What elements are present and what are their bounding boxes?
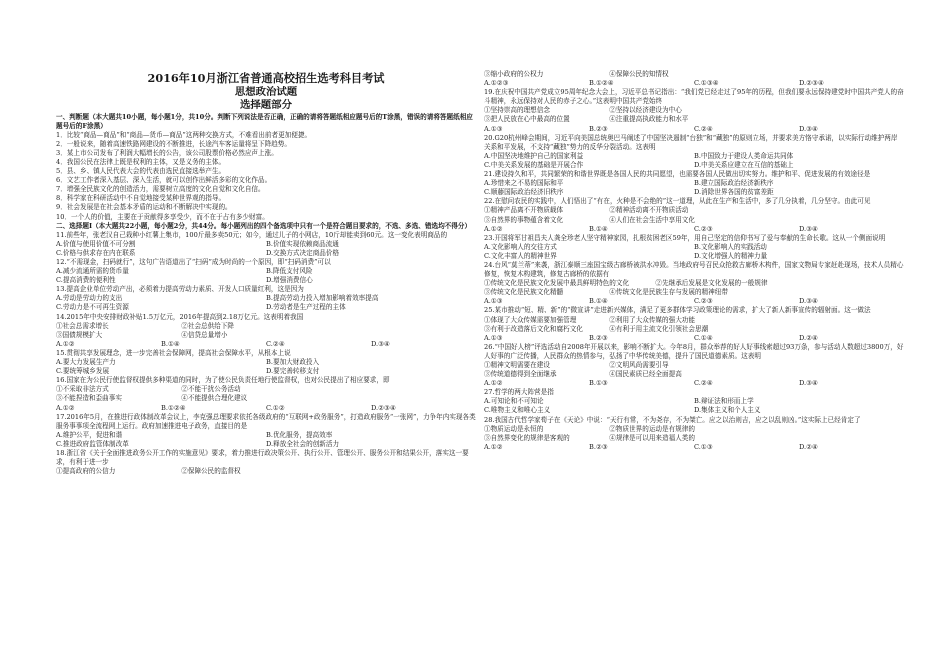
question-stem: 21.建设持久和平，共同繁荣的和谐世界既是各国人民的共同愿望，也需要各国人民做出切实努力。维护和平、促进发展的有效途径是 — [484, 170, 871, 179]
answer-option: A.①② — [484, 379, 503, 388]
right-column — [484, 0, 904, 452]
question-stem: ①社会总需求增长 ②社会总供给下降 — [56, 321, 235, 330]
question-stem: 23.开国将军甘祖昌夫人龚全珍老人坚守精神家园，扎根贫困老区59年，用自己坚定的信仰书写了爱与奉献的生命长歌。这从一个侧面说明 — [484, 233, 886, 242]
answer-option: A.劳动是劳动力的支出 — [56, 294, 123, 303]
option-row — [484, 152, 904, 161]
answer-option: B.①④ — [589, 224, 608, 233]
judgment-item: 6．文艺工作者深入基层、深入生活，就可以创作出鲜活多彩的文化作品。 — [56, 176, 272, 185]
question-item — [484, 88, 904, 133]
option-row — [56, 249, 476, 258]
question-item — [56, 231, 476, 258]
answer-option: C.文化丰富人的精神世界 — [484, 251, 557, 260]
answer-option: D.③④ — [799, 379, 818, 388]
question-item — [56, 413, 476, 449]
question-stem: ③缩小政府的公权力 ④保障公民的知情权 — [484, 70, 669, 78]
exam-title: 2016年10月浙江省普通高校招生选考科目考试 — [147, 71, 385, 85]
question-item — [56, 376, 476, 412]
answer-option: B.②③ — [589, 333, 608, 342]
question-stem: 19.在庆祝中国共产党成立95周年纪念大会上，习近平总书记指出：“我们党已经走过了95年的历程，但我们要永远保持建党时中国共产党人的奋斗精神，永远保持对人民的赤子之心。”这表明中国共产党始终 — [484, 88, 904, 106]
question-stem: 20.G20杭州峰会期间，习近平向美国总统奥巴马阐述了中国坚决遏制“台独”和“藏独”的原则立场，并要求美方恪守承诺，以实际行动维护两岸关系和平发展，不支持“藏独”势力的反华分裂活动。这表明 — [484, 133, 898, 151]
question-stem: 28.我国古代哲学家荀子在《天论》中说：“天行有常，不为尧存，不为桀亡。应之以治则吉，应之以乱则凶。”这实际上已经肯定了 — [484, 415, 861, 424]
option-row — [56, 367, 476, 376]
question-stem: ①物质运动是永恒的 ②物质世界的运动是有规律的 — [484, 424, 695, 433]
answer-option: D.②④ — [799, 333, 818, 342]
question-stem: ①精神文明需要在建设 ②文明风尚需要引导 — [484, 361, 669, 369]
answer-option: A.①③ — [484, 297, 503, 306]
answer-option: D.③④ — [371, 339, 390, 348]
question-item — [484, 388, 904, 415]
answer-option: D.③④ — [799, 224, 818, 233]
left-column — [56, 0, 476, 476]
option-row — [484, 225, 904, 234]
answer-option: D.文化增强人的精神力量 — [694, 251, 768, 260]
option-row — [56, 240, 476, 249]
answer-option: A.中国坚决地维护自己的国家利益 — [484, 151, 584, 160]
answer-option: B.①④ — [161, 339, 180, 348]
question-stem: ③有利于改造落后文化和腐朽文化 ④有利于用主流文化引领社会思潮 — [484, 324, 709, 333]
top-margin — [56, 0, 476, 72]
answer-option: C.中美关系发展的基础是开展合作 — [484, 160, 584, 169]
option-row — [484, 406, 904, 415]
top-margin — [484, 0, 904, 70]
question-item — [56, 313, 476, 349]
question-stem: 22.在慰问农民的实践中，人们悟出了“有在，火种是不会绝的”这一道理，从此在生产和生活中，多了几分执着，几分坚守。由此可见 — [484, 197, 871, 206]
option-row — [56, 358, 476, 367]
question-stem: 11.前些年，张老汉自己栽种小红薯上集市，100斤最多卖50元；如今，通过儿子的小网店，10斤却能卖到60元。这一变化表明商品的 — [56, 230, 448, 239]
answer-option: C.②④ — [694, 379, 713, 388]
option-row — [56, 404, 476, 413]
judgment-item: 7．增强全民族文化的创造活力，需要树立高度的文化自觉和文化自信。 — [56, 185, 265, 194]
option-row — [56, 440, 476, 449]
answer-option: D.增强消费信心 — [266, 276, 313, 285]
right-question-list — [484, 88, 904, 452]
answer-option: A.减少流通所需的货币量 — [56, 267, 129, 276]
answer-option: C.②④ — [266, 339, 285, 348]
answer-option: C.①② — [266, 403, 285, 412]
judgment-item: 9．社会发展是在社会基本矛盾的运动和不断解决中实现的。 — [56, 203, 232, 212]
judgment-item: 8．科学家在科研活动中不自觉地接受某种世界观的指导。 — [56, 194, 226, 203]
question-stem: 26.“中国好人榜”评选活动自2008年开展以来，影响不断扩大。今年8月，群众举荐的好人好事线索超过93万条，参与活动人数超过3800万，好人好事的广泛传播，人民群众的热情参与，弘扬了中华传统美德，提升了国民道德素质。这表明 — [484, 342, 904, 360]
option-row — [56, 431, 476, 440]
question-stem: ③传统道德得到全面继承 ④国民素质已经全面提高 — [484, 370, 682, 379]
answer-option: A.可知论和不可知论 — [484, 397, 544, 406]
question-item — [484, 134, 904, 170]
question-item — [484, 306, 904, 342]
answer-option: C.价格与供求存在内在联系 — [56, 248, 136, 257]
question-stem: ③把人民放在心中最高的位置 ④注重提高执政能力和水平 — [484, 115, 689, 124]
answer-option: D.②③④ — [799, 79, 824, 88]
answer-option: B.①②④ — [161, 403, 186, 412]
option-row — [56, 303, 476, 312]
answer-option: D.要完善转移支付 — [266, 367, 320, 376]
question-stem: 16.国家在为公民行使监督权提供多种渠道的同时，为了使公民负责任地行使监督权，也对公民提出了相应要求，即 — [56, 376, 390, 385]
answer-option: A.维护公平，促进和谐 — [56, 430, 123, 439]
answer-option: C.①③④ — [694, 79, 719, 88]
question-item — [56, 285, 476, 312]
question-item — [484, 234, 904, 261]
question-item — [484, 197, 904, 233]
option-row — [484, 79, 904, 88]
answer-option: C.唯物主义和唯心主义 — [484, 406, 551, 415]
answer-option: A.珍惜来之不易的国际和平 — [484, 179, 564, 188]
question-stem: 13.提高企业单位劳动产出，必须着力提高劳动力素质、开发人口质量红利，这是因为 — [56, 285, 304, 294]
answer-option: A.文化影响人的交往方式 — [484, 242, 557, 251]
judgment-item: 5．县、乡、镇人民代表大会的代表由选民直接选举产生。 — [56, 167, 226, 176]
answer-option: B.①②④ — [589, 79, 614, 88]
section-title: 选择题部分 — [240, 99, 292, 111]
answer-option: B.提高劳动力投入增加影响着效率提高 — [266, 294, 379, 303]
answer-option: B.①④ — [589, 297, 608, 306]
question-item — [484, 416, 904, 452]
answer-option: B.降低支付风险 — [266, 267, 313, 276]
answer-option: D.②④ — [799, 442, 818, 451]
answer-option: C.①③ — [694, 442, 713, 451]
question-stem: ③传统文化是民族文化精髓 ④传统文化是民族生存与发展的精神纽带 — [484, 288, 728, 297]
option-row — [484, 443, 904, 452]
part1-heading: 一、判断题（本大题共10小题，每小题1分，共10分。判断下列说法是否正确，正确的请将答题纸相应题号后的T涂黑，错误的请将答题纸相应题号后的F涂黑） — [56, 112, 473, 130]
option-row — [484, 161, 904, 170]
question-item — [56, 449, 476, 476]
answer-option: C.①④ — [694, 333, 713, 342]
question-stem: ①传统文化是民族文化发展中最具鲜明特色的文化 ②先继承后发展是文化发展的一般规律 — [484, 279, 768, 288]
question-stem: ③不能捏造和歪曲事实 ④不能提供合理化建议 — [56, 394, 248, 403]
question-stem: 27.哲学的两大阵营是指 — [484, 388, 554, 397]
question-item — [56, 258, 476, 285]
option-row — [484, 334, 904, 343]
answer-option: B.中国致力于建设人类命运共同体 — [694, 151, 794, 160]
question-stem: ①提高政府的公信力 ②保障公民的监督权 — [56, 467, 241, 476]
answer-option: C.提高消费的便利性 — [56, 276, 116, 285]
question-stem: ①体现了大众传媒需要加强管理 ②利用了大众传媒的强大功能 — [484, 315, 695, 324]
answer-option: C.②④ — [694, 124, 713, 133]
answer-option: D.②③④ — [371, 403, 396, 412]
answer-option: B.价值实现依赖商品流通 — [266, 239, 339, 248]
option-row — [56, 340, 476, 349]
judgment-list — [56, 131, 476, 222]
answer-option: D.释放全社会的创新活力 — [266, 439, 340, 448]
question-stem: 15.贯彻共享发展理念，进一步完善社会保障网，提高社会保障水平，从根本上说 — [56, 348, 291, 357]
option-row — [484, 179, 904, 188]
answer-option: A.价值与使用价值不可分割 — [56, 239, 136, 248]
answer-option: A.要大力发展生产力 — [56, 358, 116, 367]
option-row — [484, 188, 904, 197]
question-item — [484, 343, 904, 388]
option-row — [484, 125, 904, 134]
answer-option: A.①②③ — [484, 79, 509, 88]
q18-continuation — [484, 0, 904, 88]
judgment-item: 2．一般说来，随着高速铁路网建设的不断推进，长途汽车客运量将呈下降趋势。 — [56, 139, 291, 148]
answer-option: A.①③ — [484, 333, 503, 342]
answer-option: B.要加大财政投入 — [266, 358, 320, 367]
answer-option: B.①③ — [589, 379, 608, 388]
question-item — [56, 349, 476, 376]
answer-option: D.③④ — [799, 297, 818, 306]
answer-option: D.集体主义和个人主义 — [694, 406, 761, 415]
judgment-item: 1．比较“商品—商品”和“商品—货币—商品”这两种交换方式，不难看出前者更加便捷。 — [56, 130, 312, 139]
answer-option: A.①② — [56, 339, 75, 348]
judgment-item: 10．一个人的价值，主要在于贡献得多享受少，而不在于占有多少财富。 — [56, 212, 269, 221]
option-row — [56, 276, 476, 285]
answer-option: B.辩证法和形而上学 — [694, 397, 754, 406]
answer-option: C.劳动力是不可再生资源 — [56, 303, 129, 312]
question-stem: ①精神产品离不开物质载体 ②精神活动离不开物质活动 — [484, 206, 689, 215]
question-stem: ③自然界的事物蕴含着文化 ④人们在社会生活中享用文化 — [484, 215, 695, 224]
question-stem: 12.“不需现金，扫码就行”，这句广告语道出了“扫码”成为时尚的一个原因，即“扫码消费”可以 — [56, 258, 331, 266]
question-stem: ③自然界变化的规律是客观的 ④规律是可以用来造福人类的 — [484, 433, 695, 442]
question-stem: 18.浙江省《关于全面推进政务公开工作的实施意见》要求，着力推进行政决策公开、执行公开、管理公开、服务公开和结果公开，落实这一要求，有利于进一步 — [56, 448, 469, 467]
question-stem: ③国债规模扩大 ④信贷总量增小 — [56, 330, 228, 339]
answer-option: B.②③ — [589, 124, 608, 133]
option-row — [484, 379, 904, 388]
answer-option: B.建立国际政治经济新秩序 — [694, 179, 774, 188]
part2-heading: 二、选择题Ⅰ（本大题共22小题，每小题2分，共44分。每小题列出的四个备选项中只有一个是符合题目要求的，不选、多选、错选均不得分） — [56, 221, 472, 230]
judgment-item: 4．我国公民在法律上既是权利的主体，又是义务的主体。 — [56, 157, 226, 166]
answer-option: C.②③ — [694, 224, 713, 233]
answer-option: D.消除世界各国的贫富差距 — [694, 188, 774, 197]
answer-option: D.交换方式决定商品价格 — [266, 248, 340, 257]
option-row — [484, 243, 904, 252]
subject-title: 思想政治试题 — [234, 85, 298, 98]
answer-option: D.劳动者是生产过程的主体 — [266, 303, 346, 312]
answer-option: B.优化服务，提高效率 — [266, 430, 333, 439]
answer-option: B.文化影响人的实践活动 — [694, 242, 767, 251]
answer-option: A.①③ — [484, 124, 503, 133]
answer-option: A.①② — [484, 442, 503, 451]
option-row — [56, 267, 476, 276]
question-item — [484, 261, 904, 306]
answer-option: C.要统筹城乡发展 — [56, 367, 110, 376]
answer-option: A.①② — [484, 224, 503, 233]
question-stem: 25.某市推动“短、精、新”的“微宣讲”走进新兴媒体，满足了更多群体学习政策理论的需求，扩大了新人新事宣传的辐射面。这一做法 — [484, 306, 871, 315]
left-question-list — [56, 231, 476, 477]
answer-option: C.②③ — [694, 297, 713, 306]
answer-option: C.顺藤国际政治经济旧秩序 — [484, 188, 564, 197]
answer-option: B.②③ — [589, 442, 608, 451]
question-stem: 17.2016年5月，在推进行政体制改革会议上，李克强总理要求依托各级政府的“互联网+政务服务”，打造政府服务“一张网”，力争年内实现各类服务事事项全流程网上运行。政府加速推进电子政务，直接目的是 — [56, 412, 476, 430]
judgment-item: 3．某上市公司发布了利润大幅增长的公告，该公司股票价格必然应声上涨。 — [56, 148, 278, 157]
answer-option: C.推进政府监管体制改革 — [56, 439, 129, 448]
answer-option: D.③④ — [799, 124, 818, 133]
answer-option: A.①② — [56, 403, 75, 412]
option-row — [484, 252, 904, 261]
question-stem: ①不采取非法方式 ②不能干扰公务活动 — [56, 385, 241, 394]
answer-option: D.中美关系应建立在互信的基础上 — [694, 160, 794, 169]
question-stem: ①坚持崇高的理想信念 ②坚持以经济建设为中心 — [484, 106, 682, 115]
question-stem: 14.2015年中央安排财政补贴1.5万亿元，2016年提高到2.18万亿元。这表明着我国 — [56, 312, 304, 321]
question-item — [484, 170, 904, 197]
question-stem: 24.台风“莫兰蒂”来袭，浙江泰顺三座国宝级古廊桥被洪水冲毁。当地政府号召民众抢救古廊桥木构件，国家文物局专家赶赴现场，技术人员精心修复，恢复木构建筑，修复古廊桥的依据有 — [484, 260, 904, 279]
